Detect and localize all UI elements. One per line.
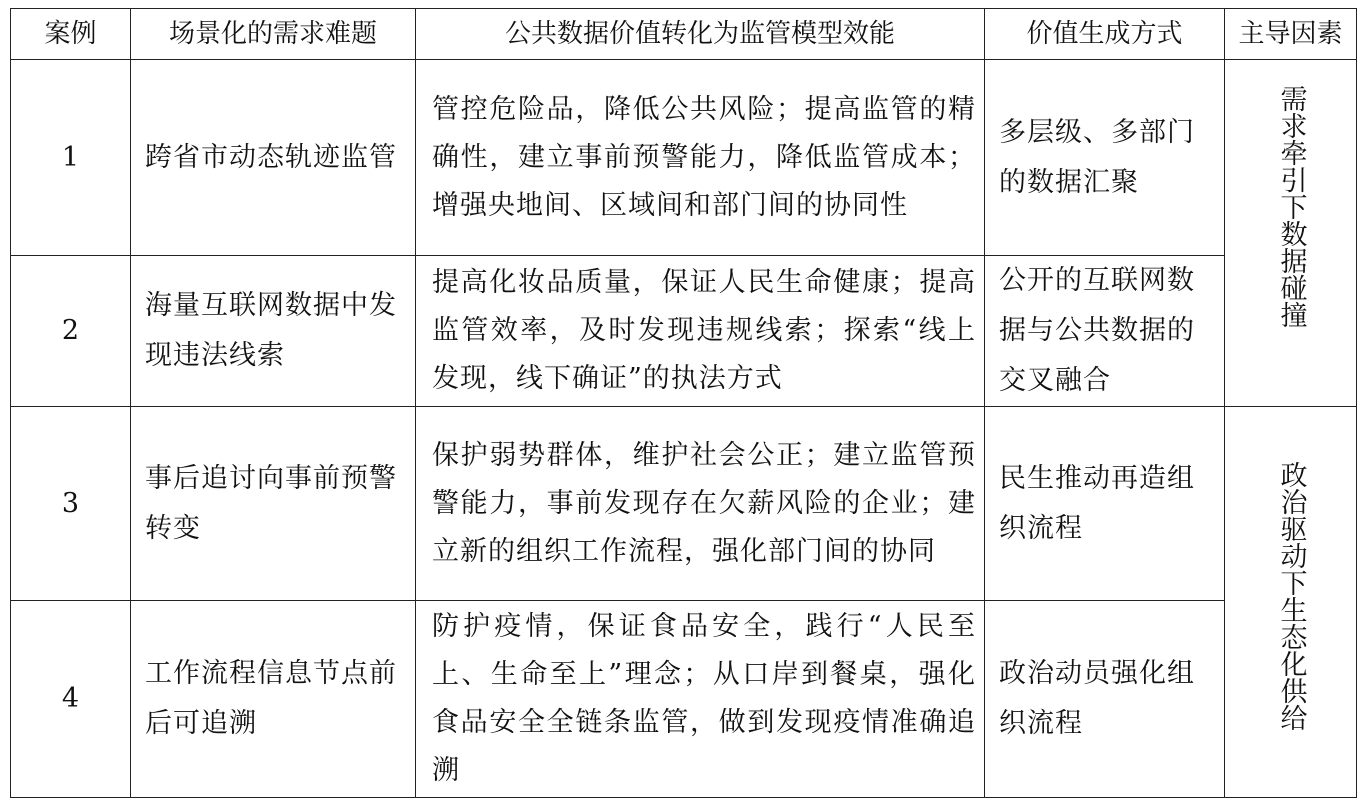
scene-cell: 工作流程信息节点前后可追溯 [131,601,416,798]
method-cell: 政治动员强化组织流程 [985,601,1225,798]
scene-cell: 跨省市动态轨迹监管 [131,60,416,256]
header-case: 案例 [11,9,131,60]
header-row [11,9,1357,60]
effect-cell: 管控危险品，降低公共风险；提高监管的精确性，建立事前预警能力，降低监管成本；增强央地间、区域间和部门间的协同性 [416,60,985,256]
factor-text: 政治驱动下生态化供给 [1275,460,1307,731]
effect-cell: 保护弱势群体，维护社会公正；建立监管预警能力，事前发现存在欠薪风险的企业；建立新的组织工作流程，强化部门间的协同 [416,407,985,601]
case-number: 1 [11,60,131,256]
table-row [11,60,1357,256]
factor-cell [1225,407,1357,798]
table-row [11,407,1357,601]
table-row [11,601,1357,798]
factor-cell [1225,60,1357,407]
method-cell: 公开的互联网数据与公共数据的交叉融合 [985,256,1225,407]
method-cell: 民生推动再造组织流程 [985,407,1225,601]
scene-cell: 事后追讨向事前预警转变 [131,407,416,601]
case-number: 2 [11,256,131,407]
table-row [11,256,1357,407]
header-effect: 公共数据价值转化为监管模型效能 [416,9,985,60]
case-number: 3 [11,407,131,601]
scene-cell: 海量互联网数据中发现违法线索 [131,256,416,407]
method-cell: 多层级、多部门的数据汇聚 [985,60,1225,256]
header-scene: 场景化的需求难题 [131,9,416,60]
case-number: 4 [11,601,131,798]
header-factor: 主导因素 [1225,9,1357,60]
factor-text: 需求牵引下数据碰撞 [1275,85,1307,328]
header-method: 价值生成方式 [985,9,1225,60]
case-table [10,8,1357,798]
effect-cell: 防护疫情，保证食品安全，践行“人民至上、生命至上”理念；从口岸到餐桌，强化食品安全全链条监管，做到发现疫情准确追溯 [416,601,985,798]
effect-cell: 提高化妆品质量，保证人民生命健康；提高监管效率，及时发现违规线索；探索“线上发现，线下确证”的执法方式 [416,256,985,407]
